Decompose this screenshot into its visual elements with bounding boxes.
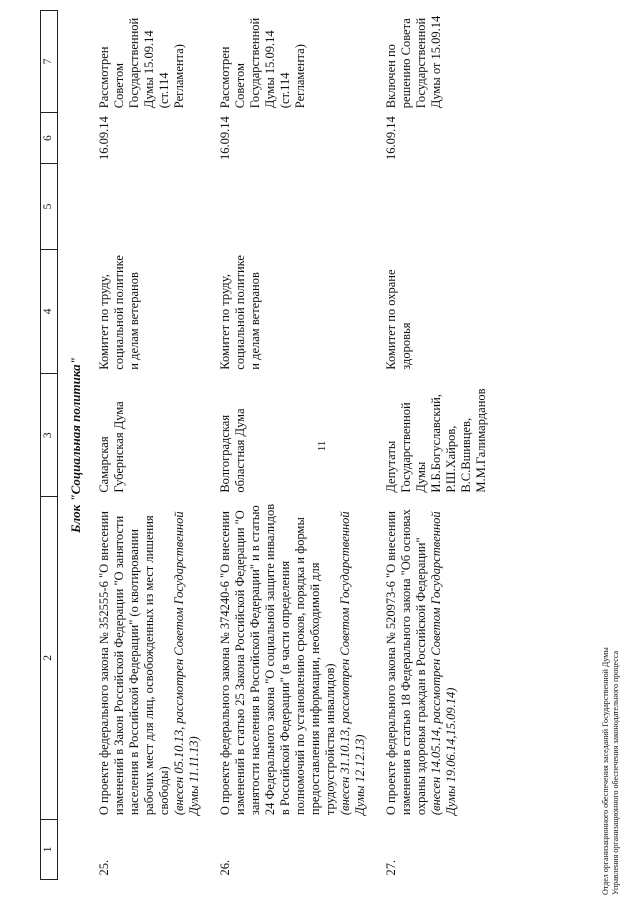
row-number: 26. [218, 859, 232, 876]
header-cell: 6 [41, 112, 58, 164]
header-cell: 2 [41, 497, 58, 819]
table-row [382, 11, 503, 880]
row-number: 27. [384, 859, 398, 876]
table-row [216, 11, 382, 880]
committee: Комитет по охране здоровья [384, 269, 413, 370]
bill-text: О проекте федерального закона № 352555-6 "О внесении изменений в Закон Российской Федерации "О занятости населения в Российской Федерации" (о квотировании рабочих мест для лиц, освобожденных из мест лишения свободы) [97, 511, 171, 816]
committee: Комитет по труду, социальной политике и делам ветеранов [97, 255, 141, 370]
header-cell: 5 [41, 164, 58, 249]
col5-cell [216, 164, 382, 249]
bill-note: (внесен 14.05.14, рассмотрен Советом Государственной Думы 19.06.14,15.09.14) [429, 511, 458, 816]
table-header-row [41, 11, 58, 880]
status: Рассмотрен Советом Государственной Думы 15.09.14 (ст.114 Регламента) [218, 17, 307, 109]
footer [601, 575, 621, 895]
bill-description [216, 497, 382, 819]
table-row [95, 11, 216, 880]
page-number: 11 [316, 440, 328, 452]
bill-text: О проекте федерального закона № 520973-6 "О внесении изменения в статью 18 Федерального закона "Об основах охраны здоровья граждан в Российской Федерации" [384, 509, 428, 816]
bill-note: (внесен 05.10.13, рассмотрен Советом Государственной Думы 11.11.13) [172, 511, 201, 816]
bill-text: О проекте федерального закона № 374240-6 "О внесении изменений в статью 25 Закона Российской Федерации "О занятости населения в Российской Федерации" и в статью 24 Федерального закона "О социальной защите инвалидов в Российской Федерации" (в части определения полномочий по установлению сроков, порядка и формы предоставления информации, необходимой для трудоустройства инвалидов) [218, 503, 337, 816]
header-cell: 1 [41, 819, 58, 879]
date: 16.09.14 [384, 116, 398, 160]
date: 16.09.14 [218, 116, 232, 160]
block-title: Блок "Социальная политика" [68, 357, 83, 533]
block-heading-row [58, 11, 96, 880]
footer-line: Отдел организационного обеспечения заседаний Государственной Думы [601, 647, 610, 895]
status: Рассмотрен Советом Государственной Думы 15.09.14 (ст.114 Регламента) [97, 17, 186, 109]
col5-cell [95, 164, 216, 249]
initiator: Самарская Губернская Дума [97, 401, 126, 493]
date: 16.09.14 [97, 116, 111, 160]
initiator: Волгоградская областная Дума [218, 408, 247, 493]
initiator: Депутаты Государственной Думы И.Б.Богуславский, Р.Ш.Хайров, В.С.Вшивцев, М.М.Галимарданов [384, 388, 488, 493]
col5-cell [382, 164, 503, 249]
row-number: 25. [97, 859, 111, 876]
footer-line: Управления организационного обеспечения законодательного процесса [611, 650, 620, 895]
bill-description [382, 497, 503, 819]
bill-note: (внесен 31.10.13, рассмотрен Советом Государственной Думы 12.12.13) [338, 511, 367, 816]
committee: Комитет по труду, социальной политике и делам ветеранов [218, 255, 262, 370]
header-cell: 4 [41, 249, 58, 374]
status: Включен по решению Совета Государственной Думы от 15.09.14 [384, 15, 443, 109]
agenda-table-region [40, 10, 580, 880]
agenda-table [40, 10, 503, 880]
header-cell: 3 [41, 374, 58, 497]
header-cell: 7 [41, 11, 58, 113]
bill-description [95, 497, 216, 819]
